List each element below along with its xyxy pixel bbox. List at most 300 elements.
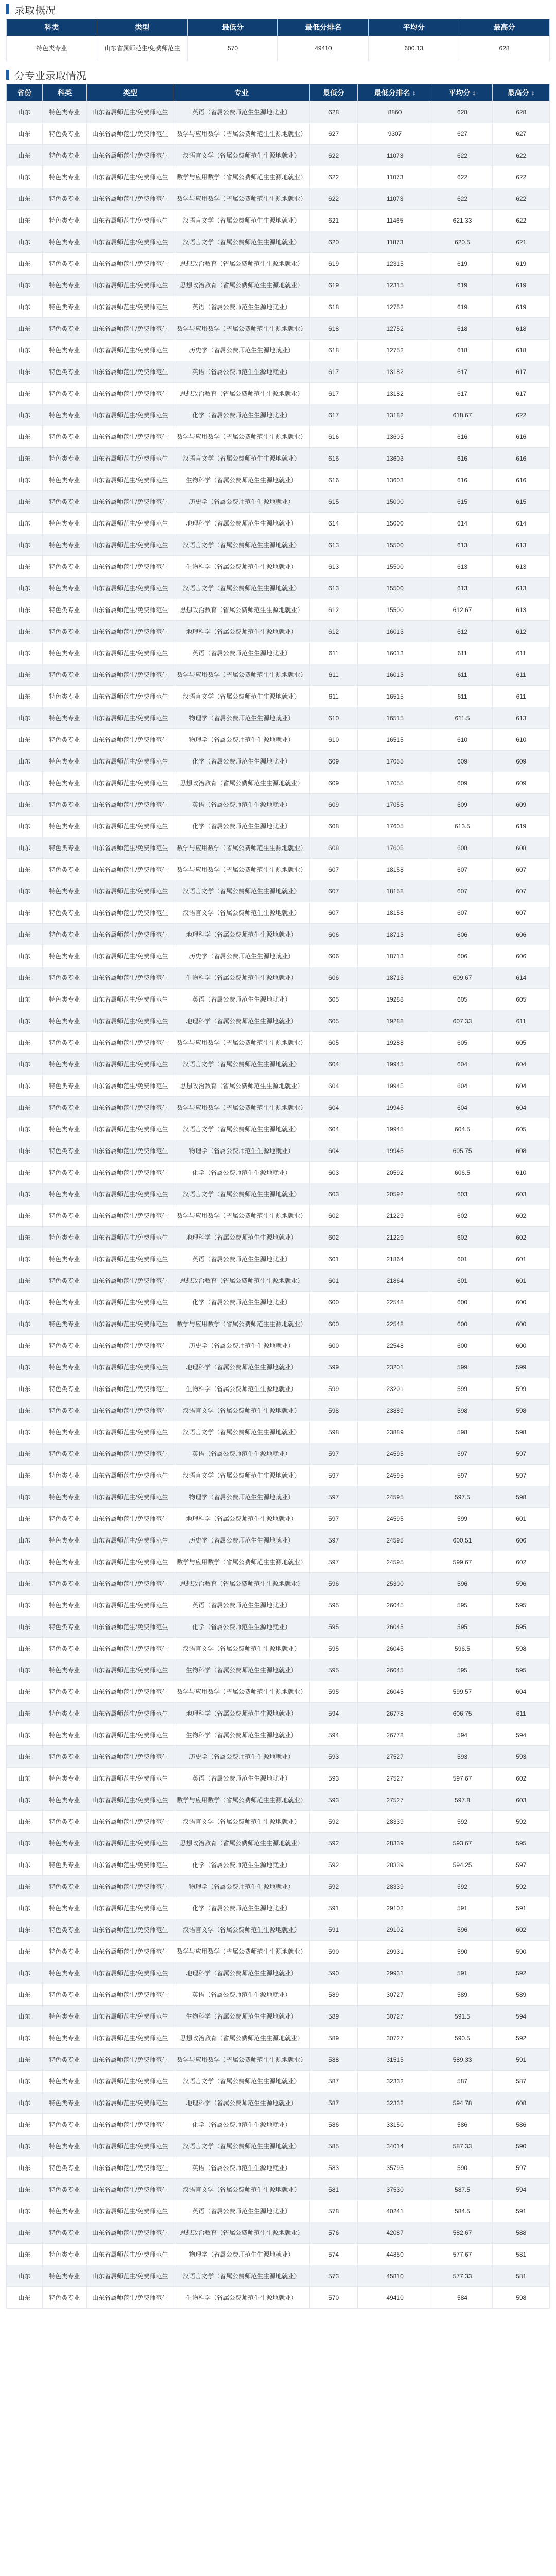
cell-avg-score: 587 [432,2071,493,2092]
cell-province: 山东 [7,2179,43,2200]
cell-min-rank: 42087 [358,2222,432,2244]
cell-min-rank: 15000 [358,513,432,534]
cell-type: 山东省属师范生/免费师范生 [87,491,173,513]
cell-max-score: 617 [493,361,550,383]
cell-max-score: 614 [493,513,550,534]
cell-major: 地理科学（省属公费师范生生源地就业） [173,1703,309,1724]
cell-province: 山东 [7,404,43,426]
cell-province: 山东 [7,1421,43,1443]
cell-type: 山东省属师范生/免费师范生 [87,2265,173,2287]
cell-major: 历史学（省属公费师范生生源地就业） [173,340,309,361]
cell-province: 山东 [7,2244,43,2265]
cell-avg-score: 608 [432,837,493,859]
cell-avg-score: 606 [432,945,493,967]
cell-province: 山东 [7,1984,43,2006]
cell-min-score: 595 [309,1595,358,1616]
cell-avg-score: 593.67 [432,1833,493,1854]
cell-min-rank: 24595 [358,1530,432,1551]
cell-category: 特色类专业 [42,556,87,578]
cell-category: 特色类专业 [42,1703,87,1724]
cell-min-rank: 18713 [358,967,432,989]
cell-type: 山东省属师范生/免费师范生 [87,383,173,404]
table-row [7,1638,550,1659]
cell-avg-score: 627 [432,123,493,145]
cell-min-rank: 17605 [358,837,432,859]
cell-min-rank: 23889 [358,1421,432,1443]
cell-max-score: 613 [493,534,550,556]
cell-major: 思想政治教育（省属公费师范生生源地就业） [173,2222,309,2244]
cell-min-score: 620 [309,231,358,253]
cell-major: 汉语言文学（省属公费师范生生源地就业） [173,1400,309,1421]
cell-avg-score: 595 [432,1616,493,1638]
cell-province: 山东 [7,1638,43,1659]
table-row [7,1032,550,1054]
table-row [7,469,550,491]
cell-category: 特色类专业 [42,1508,87,1530]
cell-type: 山东省属师范生/免费师范生 [87,556,173,578]
cell-major: 物理学（省属公费师范生生源地就业） [173,729,309,751]
cell-province: 山东 [7,361,43,383]
cell-min-score: 607 [309,859,358,880]
cell-avg-score: 613 [432,578,493,599]
cell-min-rank: 23201 [358,1378,432,1400]
cell-avg-score: 603 [432,1183,493,1205]
header-avg-score-sortable[interactable]: 平均分 ↕ [432,84,493,101]
cell-avg-score: 606.5 [432,1162,493,1183]
cell-category: 特色类专业 [42,751,87,772]
cell-min-score: 609 [309,794,358,816]
cell-max-score: 616 [493,448,550,469]
cell-major: 汉语言文学（省属公费师范生生源地就业） [173,2265,309,2287]
cell-type: 山东省属师范生/免费师范生 [87,1811,173,1833]
cell-avg-score: 594.78 [432,2092,493,2114]
cell-max-score: 587 [493,2071,550,2092]
cell-major: 思想政治教育（省属公费师范生生源地就业） [173,275,309,296]
header-type: 类型 [97,19,187,36]
cell-min-rank: 24595 [358,1508,432,1530]
table-row [7,231,550,253]
cell-type: 山东省属师范生/免费师范生 [87,902,173,924]
cell-category: 特色类专业 [42,924,87,945]
cell-province: 山东 [7,275,43,296]
cell-province: 山东 [7,1573,43,1595]
table-row [7,2071,550,2092]
cell-category: 特色类专业 [42,1443,87,1465]
cell-type: 山东省属师范生/免费师范生 [87,1162,173,1183]
header-min-score: 最低分 [309,84,358,101]
cell-province: 山东 [7,1833,43,1854]
cell-type: 山东省属师范生/免费师范生 [87,989,173,1010]
table-row [7,1530,550,1551]
cell-province: 山东 [7,2049,43,2071]
cell-min-rank: 24595 [358,1443,432,1465]
cell-province: 山东 [7,188,43,210]
section-title-major [6,69,550,81]
cell-province: 山东 [7,1854,43,1876]
cell-min-rank: 19945 [358,1054,432,1075]
cell-category: 特色类专业 [42,2114,87,2136]
cell-max-score: 606 [493,945,550,967]
table-row [7,318,550,340]
cell-category: 特色类专业 [42,1486,87,1508]
cell-max-score: 597 [493,1443,550,1465]
cell-province: 山东 [7,1465,43,1486]
cell-min-score: 612 [309,621,358,642]
cell-category: 特色类专业 [42,383,87,404]
cell-min-rank: 23889 [358,1400,432,1421]
cell-category: 特色类专业 [42,1313,87,1335]
cell-avg-score: 616 [432,469,493,491]
table-row [7,145,550,166]
cell-min-score: 593 [309,1789,358,1811]
cell-max-score: 613 [493,599,550,621]
cell-type: 山东省属师范生/免费师范生 [87,1962,173,1984]
cell-province: 山东 [7,2071,43,2092]
cell-avg-score: 613 [432,534,493,556]
table-row [7,2287,550,2309]
table-row [7,166,550,188]
cell-avg-score: 611.5 [432,707,493,729]
cell-province: 山东 [7,2006,43,2027]
cell-province: 山东 [7,945,43,967]
table-row [7,210,550,231]
cell-min-score: 618 [309,318,358,340]
admission-row [7,36,550,61]
cell-province: 山东 [7,383,43,404]
cell-min-rank: 13603 [358,426,432,448]
cell-max-score: 610 [493,729,550,751]
table-row [7,1313,550,1335]
cell-avg-score: 587.5 [432,2179,493,2200]
cell-major: 数学与应用数学（省属公费师范生生源地就业） [173,664,309,686]
cell-type: 山东省属师范生/免费师范生 [87,1984,173,2006]
cell-min-rank: 23201 [358,1357,432,1378]
cell-category: 特色类专业 [42,1984,87,2006]
cell-major: 数学与应用数学（省属公费师范生生源地就业） [173,837,309,859]
cell-max-score: 591 [493,2049,550,2071]
cell-category: 特色类专业 [42,816,87,837]
cell-province: 山东 [7,1292,43,1313]
header-category: 科类 [42,84,87,101]
table-row [7,1227,550,1248]
cell-min-score: 599 [309,1357,358,1378]
cell-type: 山东省属师范生/免费师范生 [87,1768,173,1789]
table-row [7,751,550,772]
cell-avg-score: 610 [432,729,493,751]
cell-category: 特色类专业 [42,318,87,340]
cell-max-score: 603 [493,1789,550,1811]
header-max-score-sortable[interactable]: 最高分 ↕ [493,84,550,101]
table-row [7,188,550,210]
cell-province: 山东 [7,1508,43,1530]
cell-province: 山东 [7,1162,43,1183]
cell-type: 山东省属师范生/免费师范生 [87,1703,173,1724]
cell-avg-score: 602 [432,1227,493,1248]
table-row [7,2200,550,2222]
cell-max-score: 597 [493,1854,550,1876]
cell-province: 山东 [7,1010,43,1032]
cell-min-score: 588 [309,2049,358,2071]
cell-max-score: 591 [493,2200,550,2222]
cell-max-score: 597 [493,1465,550,1486]
cell-province: 山东 [7,1183,43,1205]
cell-max-score: 602 [493,1919,550,1941]
cell-min-score: 610 [309,729,358,751]
cell-max-score: 600 [493,1292,550,1313]
cell-min-score: 595 [309,1638,358,1659]
cell-max-score: 615 [493,491,550,513]
cell-major: 英语（省属公费师范生生源地就业） [173,2157,309,2179]
cell-province: 山东 [7,1595,43,1616]
cell-type: 山东省属师范生/免费师范生 [87,621,173,642]
cell-category: 特色类专业 [42,1724,87,1746]
cell-min-score: 622 [309,188,358,210]
cell-province: 山东 [7,1746,43,1768]
cell-category: 特色类专业 [42,989,87,1010]
cell-max-score: 622 [493,166,550,188]
cell-type: 山东省属师范生/免费师范生 [87,123,173,145]
cell-avg-score: 628 [432,101,493,123]
cell-avg-score: 612.67 [432,599,493,621]
cell-major: 生物科学（省属公费师范生生源地就业） [173,1724,309,1746]
cell-major: 历史学（省属公费师范生生源地就业） [173,945,309,967]
cell-min-score: 604 [309,1097,358,1118]
cell-major: 汉语言文学（省属公费师范生生源地就业） [173,2179,309,2200]
cell-min-rank: 17605 [358,816,432,837]
table-row [7,1075,550,1097]
cell-major: 思想政治教育（省属公费师范生生源地就业） [173,1075,309,1097]
cell-max-score: 613 [493,578,550,599]
cell-province: 山东 [7,1400,43,1421]
cell-major: 地理科学（省属公费师范生生源地就业） [173,1962,309,1984]
cell-province: 山东 [7,578,43,599]
cell-category: 特色类专业 [42,1335,87,1357]
cell-major: 汉语言文学（省属公费师范生生源地就业） [173,534,309,556]
cell-province: 山东 [7,751,43,772]
cell-province: 山东 [7,1227,43,1248]
table-row [7,1465,550,1486]
cell-category: 特色类专业 [42,1054,87,1075]
cell-major: 汉语言文学（省属公费师范生生源地就业） [173,145,309,166]
header-max-score: 最高分 [459,19,550,36]
cell-min-score: 596 [309,1573,358,1595]
cell-major: 汉语言文学（省属公费师范生生源地就业） [173,902,309,924]
table-row [7,404,550,426]
cell-type: 山东省属师范生/免费师范生 [87,1486,173,1508]
major-header-row [7,84,550,101]
table-row [7,556,550,578]
cell-max-score: 594 [493,2179,550,2200]
cell-major: 地理科学（省属公费师范生生源地就业） [173,2092,309,2114]
cell-min-rank: 24595 [358,1551,432,1573]
cell-avg-score: 601 [432,1248,493,1270]
cell-min-score: 605 [309,1032,358,1054]
cell-max-score: 607 [493,859,550,880]
cell-min-score: 592 [309,1876,358,1897]
table-row [7,1768,550,1789]
table-row [7,2244,550,2265]
cell-province: 山东 [7,426,43,448]
cell-avg-score: 617 [432,383,493,404]
cell-min-rank: 26045 [358,1616,432,1638]
cell-max-score: 609 [493,751,550,772]
cell-min-score: 592 [309,1833,358,1854]
cell-min-rank: 29931 [358,1941,432,1962]
cell-category: 特色类专业 [42,1768,87,1789]
cell-major: 化学（省属公费师范生生源地就业） [173,1616,309,1638]
cell-min-score: 595 [309,1659,358,1681]
table-row [7,1854,550,1876]
cell-max-score: 609 [493,794,550,816]
cell-major: 数学与应用数学（省属公费师范生生源地就业） [173,123,309,145]
cell-min-rank: 12315 [358,275,432,296]
cell-avg-score: 596.5 [432,1638,493,1659]
cell-major: 汉语言文学（省属公费师范生生源地就业） [173,1054,309,1075]
table-row [7,859,550,880]
cell-min-rank: 12752 [358,296,432,318]
cell-type: 山东省属师范生/免费师范生 [87,1659,173,1681]
cell-type: 山东省属师范生/免费师范生 [87,1357,173,1378]
cell-max-score: 602 [493,1768,550,1789]
cell-avg-score: 599.57 [432,1681,493,1703]
cell-province: 山东 [7,1140,43,1162]
cell-avg-score: 604 [432,1097,493,1118]
cell-province: 山东 [7,513,43,534]
cell-min-score: 617 [309,361,358,383]
cell-avg-score: 592 [432,1811,493,1833]
table-row [7,2265,550,2287]
admission-title: 录取概况 [14,5,56,16]
cell-province: 山东 [7,1811,43,1833]
cell-major: 数学与应用数学（省属公费师范生生源地就业） [173,1681,309,1703]
cell-min-score: 616 [309,469,358,491]
table-row [7,1357,550,1378]
cell-category: 特色类专业 [42,1357,87,1378]
cell-min-rank: 37530 [358,2179,432,2200]
cell-max-score: 606 [493,1530,550,1551]
cell-category: 特色类专业 [42,1010,87,1032]
cell-major: 生物科学（省属公费师范生生源地就业） [173,967,309,989]
cell-max-score: 595 [493,1616,550,1638]
table-row [7,967,550,989]
table-row [7,123,550,145]
cell-category: 特色类专业 [42,2071,87,2092]
cell-max-score: 588 [493,2222,550,2244]
cell-province: 山东 [7,859,43,880]
cell-min-score: 597 [309,1486,358,1508]
cell-category: 特色类专业 [42,1400,87,1421]
cell-type: 山东省属师范生/免费师范生 [87,1032,173,1054]
cell-province: 山东 [7,1075,43,1097]
cell-avg-score: 592 [432,1876,493,1897]
cell-type: 山东省属师范生/免费师范生 [87,1833,173,1854]
title-bar-decoration [6,4,9,14]
header-min-rank-sortable[interactable]: 最低分排名 ↕ [358,84,432,101]
cell-min-rank: 44850 [358,2244,432,2265]
cell-category: 特色类专业 [42,404,87,426]
cell-type: 山东省属师范生/免费师范生 [87,794,173,816]
cell-category: 特色类专业 [42,686,87,707]
cell-min-score: 605 [309,1010,358,1032]
cell-min-rank: 32332 [358,2071,432,2092]
cell-min-rank: 17055 [358,751,432,772]
cell-type: 山东省属师范生/免费师范生 [87,642,173,664]
cell-type: 山东省属师范生/免费师范生 [87,513,173,534]
cell-max-score: 618 [493,340,550,361]
cell-avg-score: 622 [432,188,493,210]
cell-min-rank: 13182 [358,404,432,426]
cell-province: 山东 [7,1357,43,1378]
cell-min-rank: 49410 [278,36,369,61]
cell-type: 山东省属师范生/免费师范生 [87,1054,173,1075]
cell-category: 特色类专业 [42,469,87,491]
cell-type: 山东省属师范生/免费师范生 [87,686,173,707]
cell-province: 山东 [7,210,43,231]
cell-province: 山东 [7,231,43,253]
cell-type: 山东省属师范生/免费师范生 [87,2027,173,2049]
cell-category: 特色类专业 [7,36,97,61]
header-avg-score: 平均分 [369,19,459,36]
cell-min-rank: 11073 [358,188,432,210]
cell-min-rank: 15500 [358,599,432,621]
cell-max-score: 592 [493,2027,550,2049]
table-row [7,1486,550,1508]
cell-max-score: 619 [493,296,550,318]
cell-province: 山东 [7,707,43,729]
cell-major: 数学与应用数学（省属公费师范生生源地就业） [173,1941,309,1962]
cell-major: 数学与应用数学（省属公费师范生生源地就业） [173,318,309,340]
cell-min-rank: 40241 [358,2200,432,2222]
cell-major: 英语（省属公费师范生生源地就业） [173,1248,309,1270]
cell-min-rank: 35795 [358,2157,432,2179]
cell-min-score: 611 [309,686,358,707]
cell-min-rank: 16013 [358,642,432,664]
cell-avg-score: 609 [432,794,493,816]
cell-avg-score: 619 [432,296,493,318]
cell-min-rank: 11873 [358,231,432,253]
cell-category: 特色类专业 [42,1292,87,1313]
cell-type: 山东省属师范生/免费师范生 [87,772,173,794]
cell-avg-score: 604 [432,1075,493,1097]
cell-min-score: 576 [309,2222,358,2244]
cell-major: 生物科学（省属公费师范生生源地就业） [173,556,309,578]
table-row [7,361,550,383]
table-row [7,599,550,621]
cell-type: 山东省属师范生/免费师范生 [87,816,173,837]
cell-max-score: 593 [493,1746,550,1768]
major-table [6,84,550,2309]
cell-province: 山东 [7,816,43,837]
cell-avg-score: 617 [432,361,493,383]
cell-max-score: 581 [493,2244,550,2265]
cell-avg-score: 604 [432,1054,493,1075]
cell-avg-score: 605.75 [432,1140,493,1162]
cell-min-rank: 26778 [358,1703,432,1724]
cell-major: 汉语言文学（省属公费师范生生源地就业） [173,231,309,253]
cell-major: 汉语言文学（省属公费师范生生源地就业） [173,1811,309,1833]
table-row [7,945,550,967]
cell-min-score: 616 [309,448,358,469]
cell-province: 山东 [7,1897,43,1919]
cell-type: 山东省属师范生/免费师范生 [87,1789,173,1811]
cell-min-score: 597 [309,1465,358,1486]
cell-min-rank: 16013 [358,664,432,686]
cell-province: 山东 [7,534,43,556]
cell-max-score: 619 [493,275,550,296]
cell-min-rank: 8860 [358,101,432,123]
table-row [7,253,550,275]
table-row [7,1443,550,1465]
